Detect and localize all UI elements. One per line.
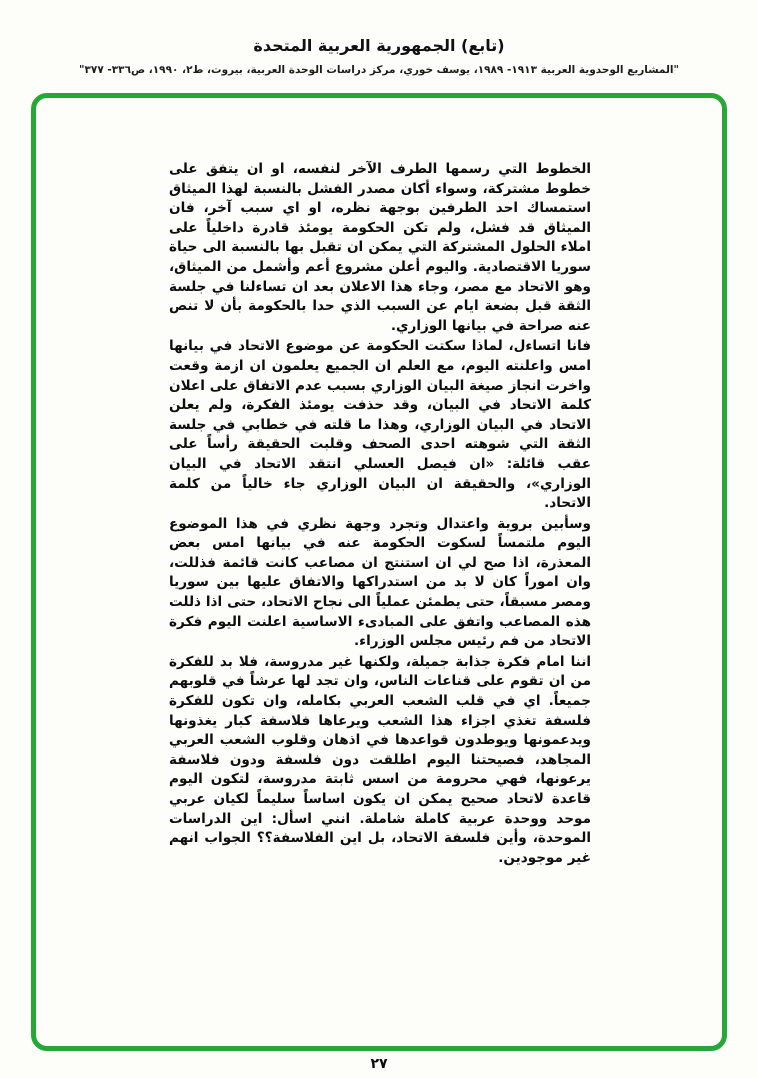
paragraph: وسأبين بروية واعتدال وتجرد وجهة نظري في هذا الموضوع اليوم ملتمساً لسكوت الحكومة عنه في بيانها امس بعض المعذرة، اذا صح لي ان استنتج ان مصاعب كانت قائمة فذللت، وان اموراً كان لا بد من استدراكها والاتفاق عليها بين سوريا ومصر مسبقاً، حتى يطمئن عملياً الى نجاح الاتحاد، حتى اذا ذللت هذه المصاعب واتفق على المبادىء الاساسية اعلنت اليوم فكرة الاتحاد من فم رئيس مجلس الوزراء. [169,515,591,650]
body-text [169,160,591,869]
source-citation: "المشاريع الوحدوية العربية ١٩١٣- ١٩٨٩، يوسف خوري، مركز دراسات الوحدة العربية، بيروت، ط٢، ١٩٩٠، ص٣٣٦- ٣٧٧" [79,64,679,76]
page-header [0,36,758,76]
paragraph: فانا اتساءل، لماذا سكتت الحكومة عن موضوع الاتحاد في بيانها امس واعلنته اليوم، مع العلم ان الجميع يعلمون ان ازمة وقعت واخرت انجاز صيغة البيان الوزاري بسبب عدم الاتفاق على اعلان كلمة الاتحاد في البيان، وقد حذفت يومئذ الفكرة، ولم يعلن الاتحاد في البيان الوزاري، وهذا ما قلته في خطابي في جلسة الثقة التي شوهته احدى الصحف وقلبت الحقيقة رأساً على عقب قائلة: «ان فيصل العسلي انتقد الاتحاد في البيان الوزاري»، والحقيقة ان البيان الوزاري جاء خالياً من كلمة الاتحاد. [169,338,591,512]
paragraph: الخطوط التي رسمها الطرف الآخر لنفسه، او ان يتفق على خطوط مشتركة، وسواء أكان مصدر الفشل بالنسبة لهذا الميثاق استمساك احد الطرفين بوجهة نظره، او اي سبب آخر، فان الميثاق قد فشل، ولم تكن الحكومة يومئذ قادرة داخلياً على املاء الحلول المشتركة التي يمكن ان تقبل بها بالنسبة الى حياة سوريا الاقتصادية. واليوم أعلن مشروع أعم وأشمل من الميثاق، وهو الاتحاد مع مصر، وجاء هذا الاعلان بعد ان تساءلنا في جلسة الثقة قبل بضعة ايام عن السبب الذي حدا بالحكومة بأن لا تنص عنه صراحة في بيانها الوزاري. [169,161,591,334]
page-number: ٢٧ [370,1056,388,1072]
document-title: (تابع) الجمهورية العربية المتحدة [253,36,505,55]
paragraph: اننا امام فكرة جذابة جميلة، ولكنها غير مدروسة، فلا بد للفكرة من ان تقوم على قناعات الناس، وان تجد لها عرشاً في قلوبهم جميعاً. اي في قلب الشعب العربي بكامله، وان تكون للفكرة فلسفة تغذي اجزاء هذا الشعب ويرعاها فلاسفة كبار يغذونها ويدعمونها ويوطدون قواعدها في اذهان وقلوب الشعب العربي المجاهد، فصيحتنا اليوم اطلقت دون فلسفة ودون فلاسفة يرعونها، فهي محرومة من اسس ثابتة مدروسة، لتكون اليوم قاعدة لاتحاد صحيح يمكن ان يكون اساساً سليماً لكيان عربي موحد ووحدة عربية كاملة شاملة. انني اسأل: اين الدراسات الموحدة، وأين فلسفة الاتحاد، بل اين الفلاسفة؟؟ الجواب انهم غير موجودين. [169,653,591,866]
